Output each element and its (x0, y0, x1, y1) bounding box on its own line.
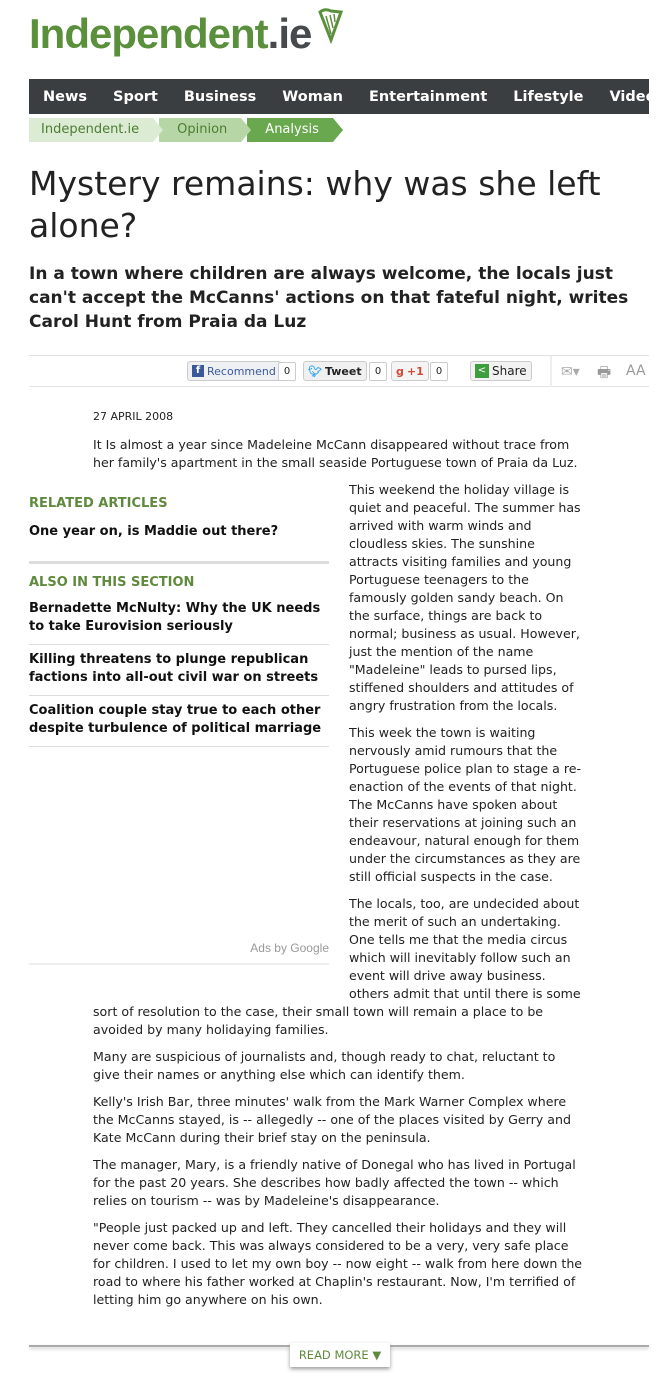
article-date: 27 APRIL 2008 (93, 410, 174, 423)
breadcrumb-analysis[interactable]: Analysis (247, 118, 333, 142)
related-heading: RELATED ARTICLES (29, 496, 168, 511)
facebook-icon: f (192, 365, 204, 377)
text-size-button[interactable]: AA (626, 363, 646, 379)
section-article-link[interactable]: Killing threatens to plunge republican factions into all-out civil war on streets (29, 645, 329, 696)
paragraph: "People just packed up and left. They cancelled their holidays and they will never come back. This was always considered to be a very, very safe place for children. I used to let my own boy -- now eight -- walk from here down the road to where his father worked at Chaplin's restaurant. Now, I'm terrified of letting him go anywhere on his own. (93, 1220, 583, 1307)
nav-business[interactable]: Business (183, 88, 257, 105)
twitter-icon: 🐦︎ (308, 364, 322, 378)
standfirst: In a town where children are always welcome, the locals just can't accept the McCanns' actions on that fateful night, writes Carol Hunt from Praia da Luz (29, 264, 629, 332)
related-article-link[interactable]: One year on, is Maddie out there? (29, 524, 279, 539)
article-body (29, 408, 583, 1318)
google-plus-button[interactable]: g +1 (391, 361, 429, 381)
tweet-count: 0 (369, 362, 387, 381)
nav-videos[interactable]: Videos (609, 88, 664, 105)
share-bar (29, 355, 649, 387)
breadcrumb-home[interactable]: Independent.ie (29, 118, 153, 142)
ads-by-google[interactable]: Ads by Google (250, 941, 329, 955)
nav-news[interactable]: News (43, 88, 87, 105)
email-icon[interactable]: ✉▾ (561, 364, 580, 380)
page-title: Mystery remains: why was she left alone? (29, 164, 601, 245)
read-more-button[interactable]: READ MORE ▼ (290, 1343, 390, 1367)
section-heading: ALSO IN THIS SECTION (29, 575, 195, 590)
paragraph: Many are suspicious of journalists and, though ready to chat, reluctant to give their names or anything else which can identify them. (93, 1049, 556, 1082)
facebook-recommend-button[interactable]: f Recommend (187, 361, 281, 381)
nav-sport[interactable]: Sport (113, 88, 158, 105)
breadcrumb (29, 118, 339, 142)
paragraph: The manager, Mary, is a friendly native of Donegal who has lived in Portugal for the past 20 years. She describes how badly affected the town -- which relies on tourism -- was by Madeleine's disappearance. (93, 1157, 576, 1208)
nav-woman[interactable]: Woman (282, 88, 343, 105)
paragraph: Kelly's Irish Bar, three minutes' walk from the Mark Warner Complex where the McCanns stayed, is -- allegedly -- one of the places visited by Gerry and Kate McCann during their brief stay on the peninsula. (93, 1094, 571, 1145)
breadcrumb-opinion[interactable]: Opinion (159, 118, 241, 142)
gplus-count: 0 (430, 362, 448, 381)
site-logo[interactable]: Independent.ie (29, 8, 343, 58)
harp-icon (317, 8, 343, 42)
google-plus-icon: g (396, 364, 404, 378)
share-icon: < (475, 364, 489, 378)
tweet-button[interactable]: 🐦︎ Tweet (303, 361, 367, 381)
paragraph: The locals, too, are undecided about the merit of such an undertaking. One tells me that the media circus which will inevitably follow such an event will drive away business. others admit that until there is some sort of resolution to the case, their small town will remain a place to be avoided by many holidaying families. (93, 896, 581, 1037)
paragraph: This week the town is waiting nervously amid rumours that the Portuguese police plan to stage a re-enaction of the events of that night. The McCanns have spoken about their reservations at joining such an endeavour, natural enough for them under the circumstances as they are still official suspects in the case. (349, 725, 582, 884)
share-button[interactable]: < Share (470, 361, 532, 381)
section-article-link[interactable]: Bernadette McNulty: Why the UK needs to take Eurovision seriously (29, 594, 329, 645)
main-nav (29, 79, 664, 114)
recommend-count: 0 (278, 362, 296, 381)
paragraph: It Is almost a year since Madeleine McCann disappeared without trace from her family's apartment in the small seaside Portuguese town of Praia da Luz. (93, 437, 578, 470)
nav-lifestyle[interactable]: Lifestyle (513, 88, 584, 105)
paragraph: This weekend the holiday village is quiet and peaceful. The summer has arrived with warm winds and cloudless skies. The sunshine attracts visiting families and young Portuguese teenagers to the famously golden sandy beach. On the surface, things are back to normal; business as usual. However, just the mention of the name "Madeleine" leads to pursed lips, stiffened shoulders and attitudes of angry frustration from the locals. (349, 482, 581, 713)
section-article-link[interactable]: Coalition couple stay true to each other despite turbulence of political marriage (29, 696, 329, 747)
nav-entertainment[interactable]: Entertainment (368, 88, 488, 105)
print-icon[interactable]: 🖶︎ (597, 363, 612, 381)
sidebar (29, 487, 329, 987)
